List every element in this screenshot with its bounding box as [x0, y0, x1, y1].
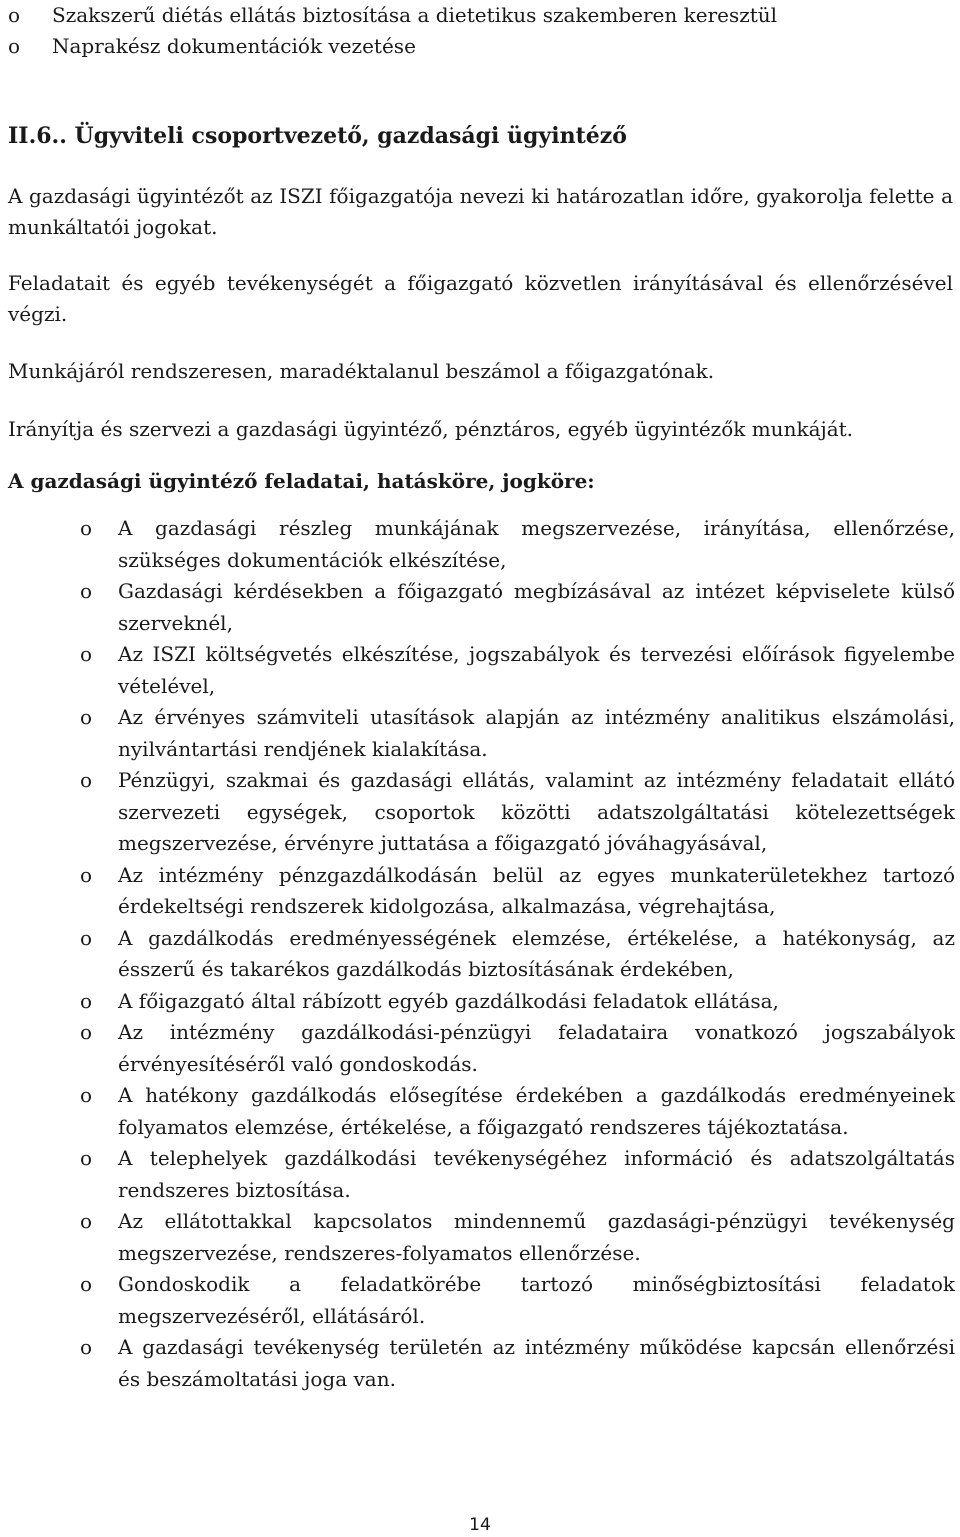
- list-item-text: Gazdasági kérdésekben a főigazgató megbízásával az intézet képviselete külső szerveknél,: [118, 579, 955, 635]
- bullet-marker: o: [8, 3, 21, 27]
- paragraph-supervision: Feladatait és egyéb tevékenységét a főigazgató közvetlen irányításával és ellenőrzésével végzi.: [8, 271, 953, 326]
- list-item: [0, 986, 960, 1018]
- bullet-marker: o: [80, 1272, 93, 1296]
- list-item-text: Az intézmény gazdálkodási-pénzügyi feladataira vonatkozó jogszabályok érvényesítéséről való gondoskodás.: [118, 1020, 955, 1076]
- bullet-marker: o: [80, 516, 93, 540]
- list-item-text: Naprakész dokumentációk vezetése: [52, 34, 416, 58]
- duties-list: [0, 513, 960, 1395]
- list-item: [8, 0, 948, 31]
- list-item-text: A hatékony gazdálkodás elősegítése érdekében a gazdálkodás eredményeinek folyamatos elemzése, értékelése, a főigazgató rendszeres tájékoztatása.: [118, 1083, 955, 1139]
- bullet-marker: o: [80, 1335, 93, 1359]
- list-item: [0, 702, 960, 765]
- bullet-marker: o: [80, 1083, 93, 1107]
- list-item: [0, 1332, 960, 1395]
- paragraph-appointment: A gazdasági ügyintézőt az ISZI főigazgatója nevezi ki határozatlan időre, gyakorolja felette a munkáltatói jogokat.: [8, 184, 953, 239]
- list-item-text: A telephelyek gazdálkodási tevékenységéhez információ és adatszolgáltatás rendszeres biztosítása.: [118, 1146, 955, 1202]
- page-number: 14: [469, 1515, 491, 1535]
- list-item-text: Gondoskodik a feladatkörébe tartozó minőségbiztosítási feladatok megszervezéséről, ellátásáról.: [118, 1272, 955, 1328]
- bullet-marker: o: [80, 1209, 93, 1233]
- list-item-text: Az ISZI költségvetés elkészítése, jogszabályok és tervezési előírások figyelembe vételével,: [118, 642, 955, 698]
- bullet-marker: o: [80, 768, 93, 792]
- list-item: [0, 923, 960, 986]
- bullet-marker: o: [80, 925, 93, 950]
- list-item: [0, 1080, 960, 1143]
- section-heading: II.6.. Ügyviteli csoportvezető, gazdasági ügyintéző: [8, 123, 627, 149]
- list-item: [8, 31, 948, 62]
- list-item-text: Az érvényes számviteli utasítások alapján az intézmény analitikus elszámolási, nyilvántartási rendjének kialakítása.: [118, 705, 955, 761]
- top-bullet-list: [8, 0, 948, 62]
- list-item-text: A gazdasági részleg munkájának megszervezése, irányítása, ellenőrzése, szükséges dokumentációk elkészítése,: [118, 516, 955, 572]
- list-item-text: Az ellátottakkal kapcsolatos mindennemű gazdasági-pénzügyi tevékenység megszervezése, rendszeres-folyamatos ellenőrzése.: [118, 1209, 955, 1265]
- bullet-marker: o: [80, 579, 93, 603]
- list-item: [0, 1143, 960, 1206]
- list-item: [0, 1269, 960, 1332]
- duties-subheading: A gazdasági ügyintéző feladatai, hatásköre, jogköre:: [8, 469, 595, 493]
- bullet-marker: o: [80, 1020, 93, 1044]
- bullet-marker: o: [80, 988, 93, 1013]
- bullet-marker: o: [80, 862, 93, 887]
- list-item-text: Pénzügyi, szakmai és gazdasági ellátás, valamint az intézmény feladatait ellátó szervezeti egységek, csoportok közötti adatszolgáltatási kötelezettségek megszervezése, érvényre juttatása a főigazgató jóváhagyásával,: [118, 768, 955, 855]
- list-item: [0, 765, 960, 860]
- paragraph-reporting: Munkájáról rendszeresen, maradéktalanul beszámol a főigazgatónak.: [8, 359, 715, 383]
- bullet-marker: o: [80, 642, 93, 666]
- list-item-text: Az intézmény pénzgazdálkodásán belül az egyes munkaterületekhez tartozó érdekeltségi rendszerek kidolgozása, alkalmazása, végrehajtása,: [118, 862, 955, 918]
- list-item: [0, 860, 960, 923]
- paragraph-management: Irányítja és szervezi a gazdasági ügyintéző, pénztáros, egyéb ügyintézők munkáját.: [8, 417, 854, 441]
- list-item-text: A főigazgató által rábízott egyéb gazdálkodási feladatok ellátása,: [118, 988, 779, 1013]
- bullet-marker: o: [80, 1146, 93, 1170]
- list-item: [0, 1017, 960, 1080]
- list-item: [0, 513, 960, 576]
- list-item-text: Szakszerű diétás ellátás biztosítása a dietetikus szakemberen keresztül: [52, 3, 778, 27]
- list-item: [0, 1206, 960, 1269]
- list-item-text: A gazdasági tevékenység területén az intézmény működése kapcsán ellenőrzési és beszámoltatási joga van.: [118, 1335, 955, 1391]
- list-item: [0, 576, 960, 639]
- bullet-marker: o: [8, 34, 21, 58]
- bullet-marker: o: [80, 705, 93, 729]
- list-item-text: A gazdálkodás eredményességének elemzése, értékelése, a hatékonyság, az ésszerű és takarékos gazdálkodás biztosításának érdekében,: [118, 925, 955, 981]
- list-item: [0, 639, 960, 702]
